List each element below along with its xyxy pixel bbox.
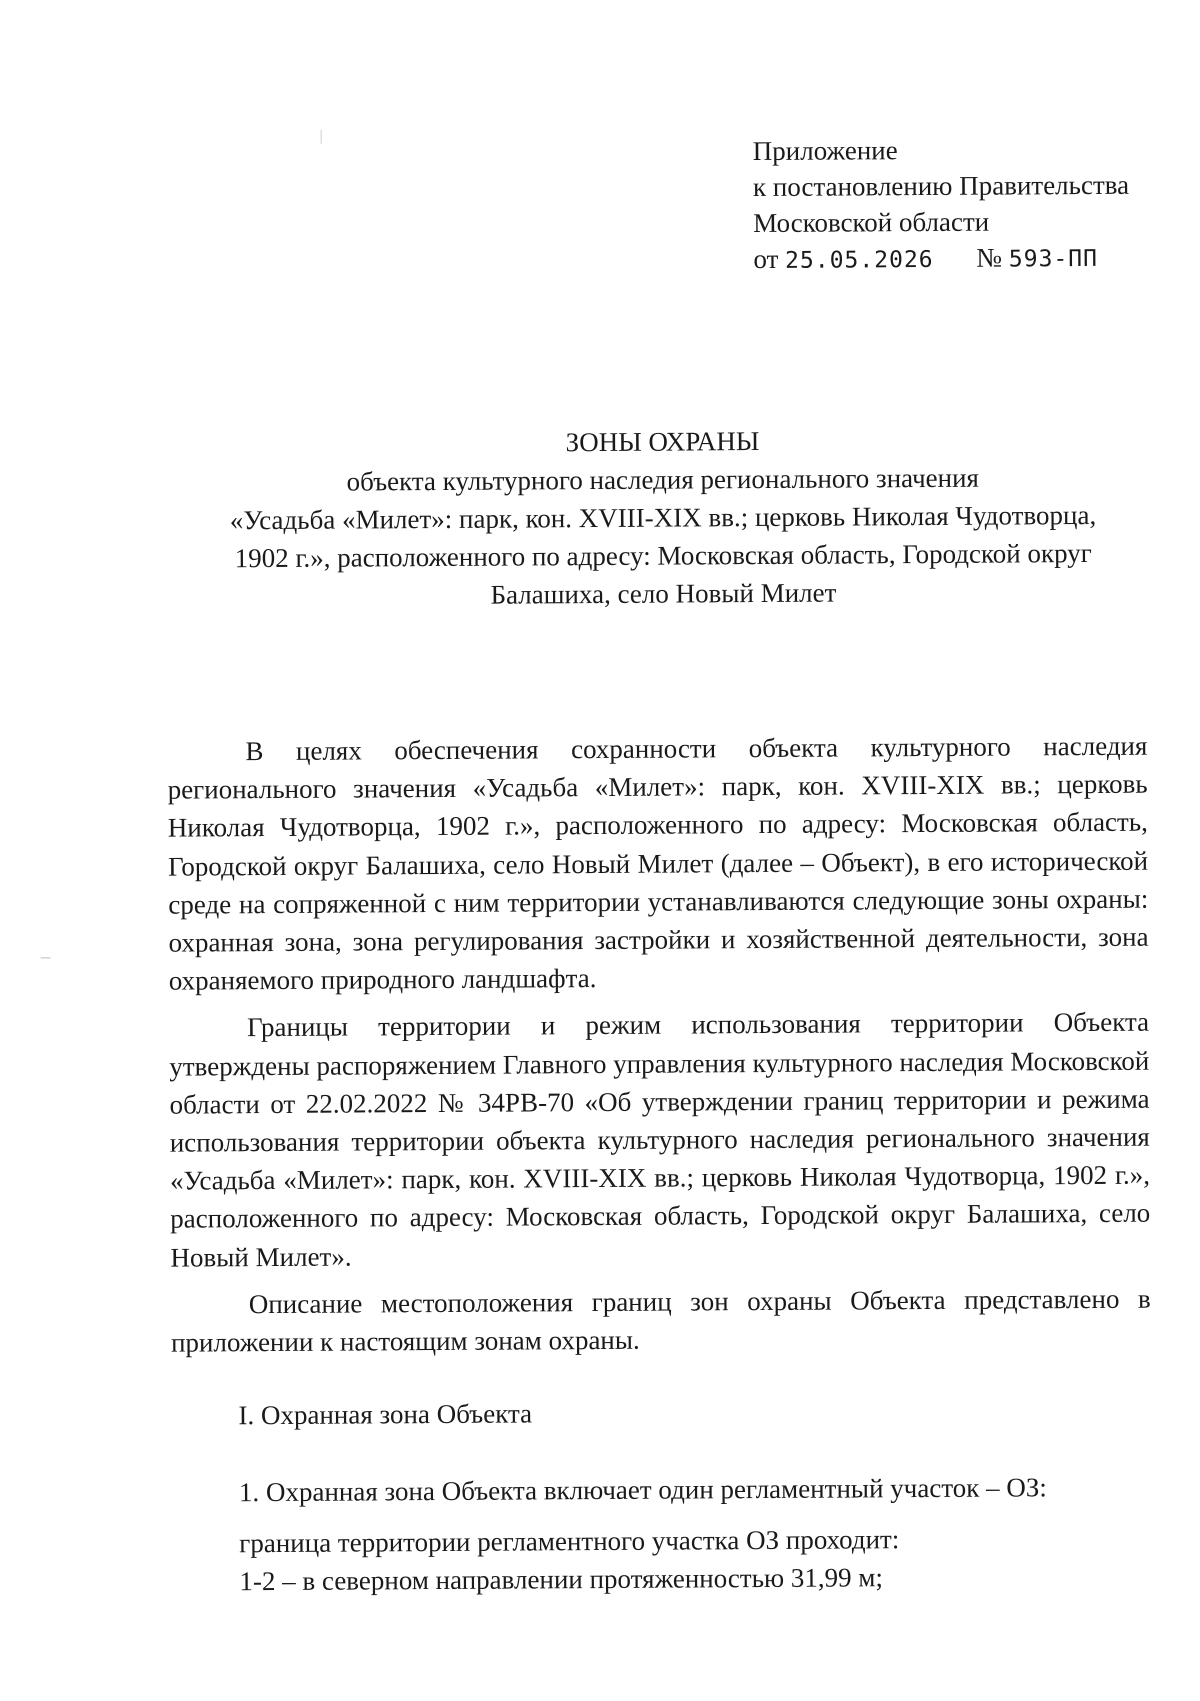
scan-mark [41, 957, 51, 958]
resolution-number: 593-ПП [1008, 245, 1099, 273]
resolution-date: 25.05.2026 [785, 246, 934, 274]
header-line: Московской области [753, 206, 990, 239]
title-line: объекта культурного наследия регионального значения [346, 462, 979, 497]
title-line: 1902 г.», расположенного по адресу: Московская область, Городской округ [234, 537, 1092, 574]
number-label: № [976, 242, 1003, 273]
header-date-line [753, 238, 1173, 277]
title-line: Балашиха, село Новый Милет [490, 577, 837, 610]
numbered-item: 1. Охранная зона Объекта включает один регламентный участок – ОЗ: [238, 1472, 1047, 1508]
boundary-segment: 1-2 – в северном направлении протяженностью 31,99 м; [239, 1562, 884, 1597]
boundary-intro: граница территории регламентного участка ОЗ проходит: [239, 1524, 900, 1559]
title-heading: ЗОНЫ ОХРАНЫ [565, 426, 760, 458]
header-line: к постановлению Правительства [752, 169, 1130, 203]
paragraph-boundaries: Границы территории и режим использования территории Объекта утверждены распоряжением Главного управления культурного наследия Московской области от 22.02.2022 № 34РВ-70 «Об утверждении границ территории и режима использования территории объекта культурного наследия регионального значения «Усадьба «Милет»: парк, кон. XVIII-XIX вв.; церковь Николая Чудотворца, 1902 г.», расположенного по адресу: Московская область, Городской округ Балашиха, село Новый Милет». [169, 1007, 1151, 1273]
appendix-header [753, 130, 1174, 277]
document-title [167, 421, 1158, 617]
document-body [167, 727, 1152, 1601]
scan-mark [321, 130, 322, 144]
title-line: «Усадьба «Милет»: парк, кон. XVIII-XIX вв.; церковь Николая Чудотворца, [229, 499, 1097, 536]
header-line: Приложение [752, 135, 898, 167]
paragraph-description: Описание местоположения границ зон охраны Объекта представлено в приложении к настоящим зонам охраны. [170, 1283, 1151, 1358]
from-label: от [753, 243, 779, 275]
section-title: I. Охранная зона Объекта [238, 1398, 533, 1431]
paragraph-purpose: В целях обеспечения сохранности объекта культурного наследия регионального значения «Усадьба «Милет»: парк, кон. XVIII-XIX вв.; церковь Николая Чудотворца, 1902 г.», расположенного по адресу: Московская область, Городской округ Балашиха, село Новый Милет (далее – Объект), в его исторической среде на сопряженной с ним территории устанавливаются следующие зоны охраны: охранная зона, зона регулирования застройки и хозяйственной деятельности, зона охраняемого природного ландшафта. [167, 730, 1149, 996]
